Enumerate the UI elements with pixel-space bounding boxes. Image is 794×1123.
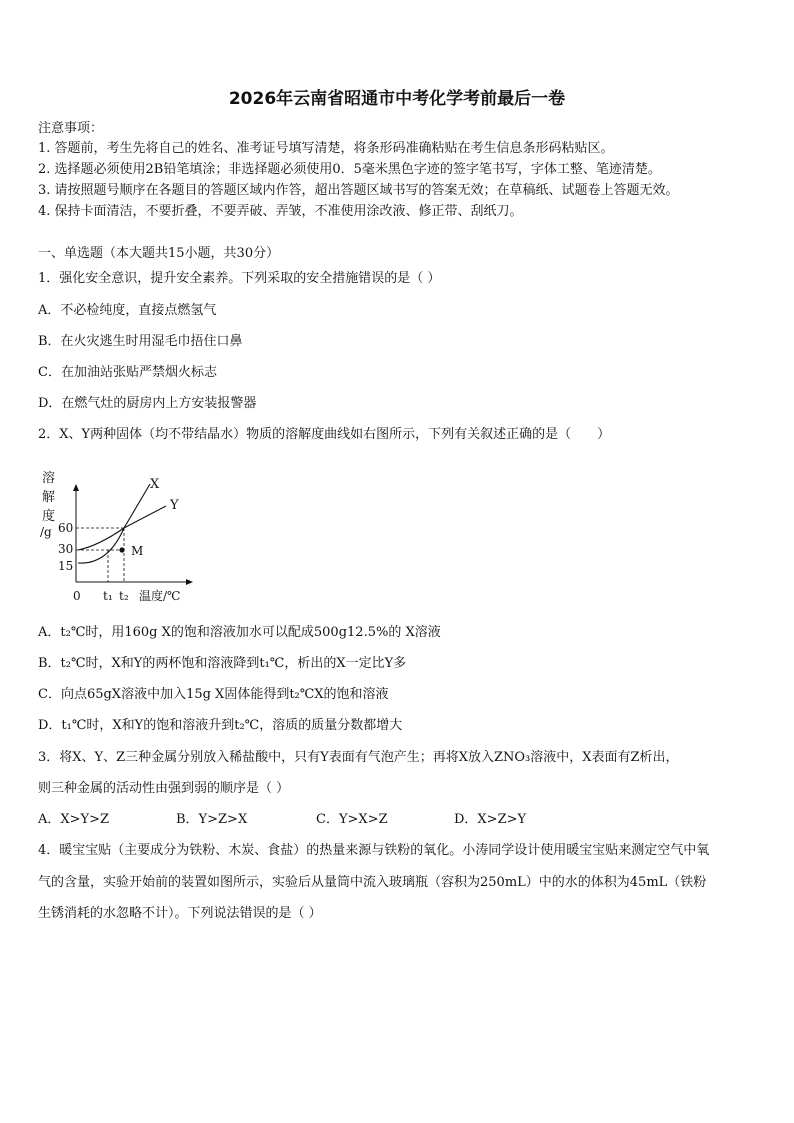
graph-x-arrow <box>186 579 193 585</box>
graph-ytick-30: 30 <box>58 542 74 556</box>
graph-ylabel-4: /g <box>40 525 52 539</box>
point-m <box>119 547 124 552</box>
graph-ylabel-3: 度 <box>42 509 56 524</box>
point-m-label: M <box>131 544 144 558</box>
curve-x-label: X <box>150 477 160 492</box>
q3-stem-line-1: 3．将X、Y、Z三种金属分别放入稀盐酸中，只有Y表面有气泡产生；再将X放入ZNO₃溶液中，X表面有Z析出， <box>38 750 679 765</box>
solubility-graph <box>36 466 206 608</box>
graph-xtick-t2: t₂ <box>119 589 129 603</box>
q2-option-d: D．t₁℃时，X和Y的饱和溶液升到t₂℃，溶质的质量分数都增大 <box>38 718 403 733</box>
q3-options <box>38 811 526 829</box>
q4-line-3: 生锈消耗的水忽略不计）。下列说法错误的是（ ） <box>38 906 322 921</box>
page-title: 2026年云南省昭通市中考化学考前最后一卷 <box>228 89 566 109</box>
notice-item-2: 2. 选择题必须使用2B铅笔填涂；非选择题必须使用0．5毫米黑色字迹的签字笔书写，字体工整、笔迹清楚。 <box>38 162 661 177</box>
curve-y-label: Y <box>170 498 179 513</box>
q1-option-a: A．不必检纯度，直接点燃氢气 <box>38 303 217 318</box>
q2-option-a: A．t₂℃时，用160g X的饱和溶液加水可以配成500g12.5%的 X溶液 <box>38 625 441 640</box>
notice-item-3: 3. 请按照题号顺序在各题目的答题区域内作答，超出答题区域书写的答案无效；在草稿纸、试题卷上答题无效。 <box>38 183 679 198</box>
q2-option-c: C．向点65gX溶液中加入15g X固体能得到t₂℃X的饱和溶液 <box>38 687 389 702</box>
graph-origin: 0 <box>73 589 81 603</box>
graph-ylabel-1: 溶 <box>42 471 56 486</box>
q2-option-b: B．t₂℃时，X和Y的两杯饱和溶液降到t₁℃，析出的X一定比Y多 <box>38 656 407 671</box>
q1-option-b: B．在火灾逃生时用湿毛巾捂住口鼻 <box>38 334 243 349</box>
q4-line-2: 气的含量，实验开始前的装置如图所示，实验后从量筒中流入玻璃瓶（容积为250mL）中的水的体积为45mL（铁粉 <box>38 875 707 890</box>
notice-item-1: 1. 答题前，考生先将自己的姓名、准考证号填写清楚，将条形码准确粘贴在考生信息条形码粘贴区。 <box>38 141 614 156</box>
q3-option-b: B．Y>Z>X <box>176 812 248 827</box>
graph-xtick-t1: t₁ <box>103 589 113 603</box>
q1-option-c: C．在加油站张贴严禁烟火标志 <box>38 365 217 380</box>
section-heading: 一、单选题（本大题共15小题，共30分） <box>38 246 280 261</box>
q3-option-c: C．Y>X>Z <box>316 812 388 827</box>
graph-xlabel: 温度/℃ <box>139 589 181 603</box>
graph-ylabel-2: 解 <box>42 490 56 505</box>
graph-ytick-60: 60 <box>58 521 74 535</box>
q4-line-1: 4．暖宝宝贴（主要成分为铁粉、木炭、食盐）的热量来源与铁粉的氧化。小涛同学设计使用暖宝宝贴来测定空气中氧 <box>38 843 710 858</box>
q3-stem-line-2: 则三种金属的活动性由强到弱的顺序是（ ） <box>38 781 290 796</box>
notice-heading: 注意事项： <box>38 121 104 136</box>
graph-ytick-15: 15 <box>58 559 74 573</box>
graph-y-arrow <box>73 484 79 491</box>
q3-option-a: A．X>Y>Z <box>38 812 110 827</box>
q3-option-d: D．X>Z>Y <box>454 812 527 827</box>
q2-stem: 2．X、Y两种固体（均不带结晶水）物质的溶解度曲线如右图所示，下列有关叙述正确的是（ ） <box>38 427 611 442</box>
q1-stem: 1．强化安全意识，提升安全素养。下列采取的安全措施错误的是（ ） <box>38 271 441 286</box>
notice-item-4: 4. 保持卡面清洁，不要折叠，不要弄破、弄皱，不准使用涂改液、修正带、刮纸刀。 <box>38 204 523 219</box>
q1-option-d: D．在燃气灶的厨房内上方安装报警器 <box>38 396 257 411</box>
